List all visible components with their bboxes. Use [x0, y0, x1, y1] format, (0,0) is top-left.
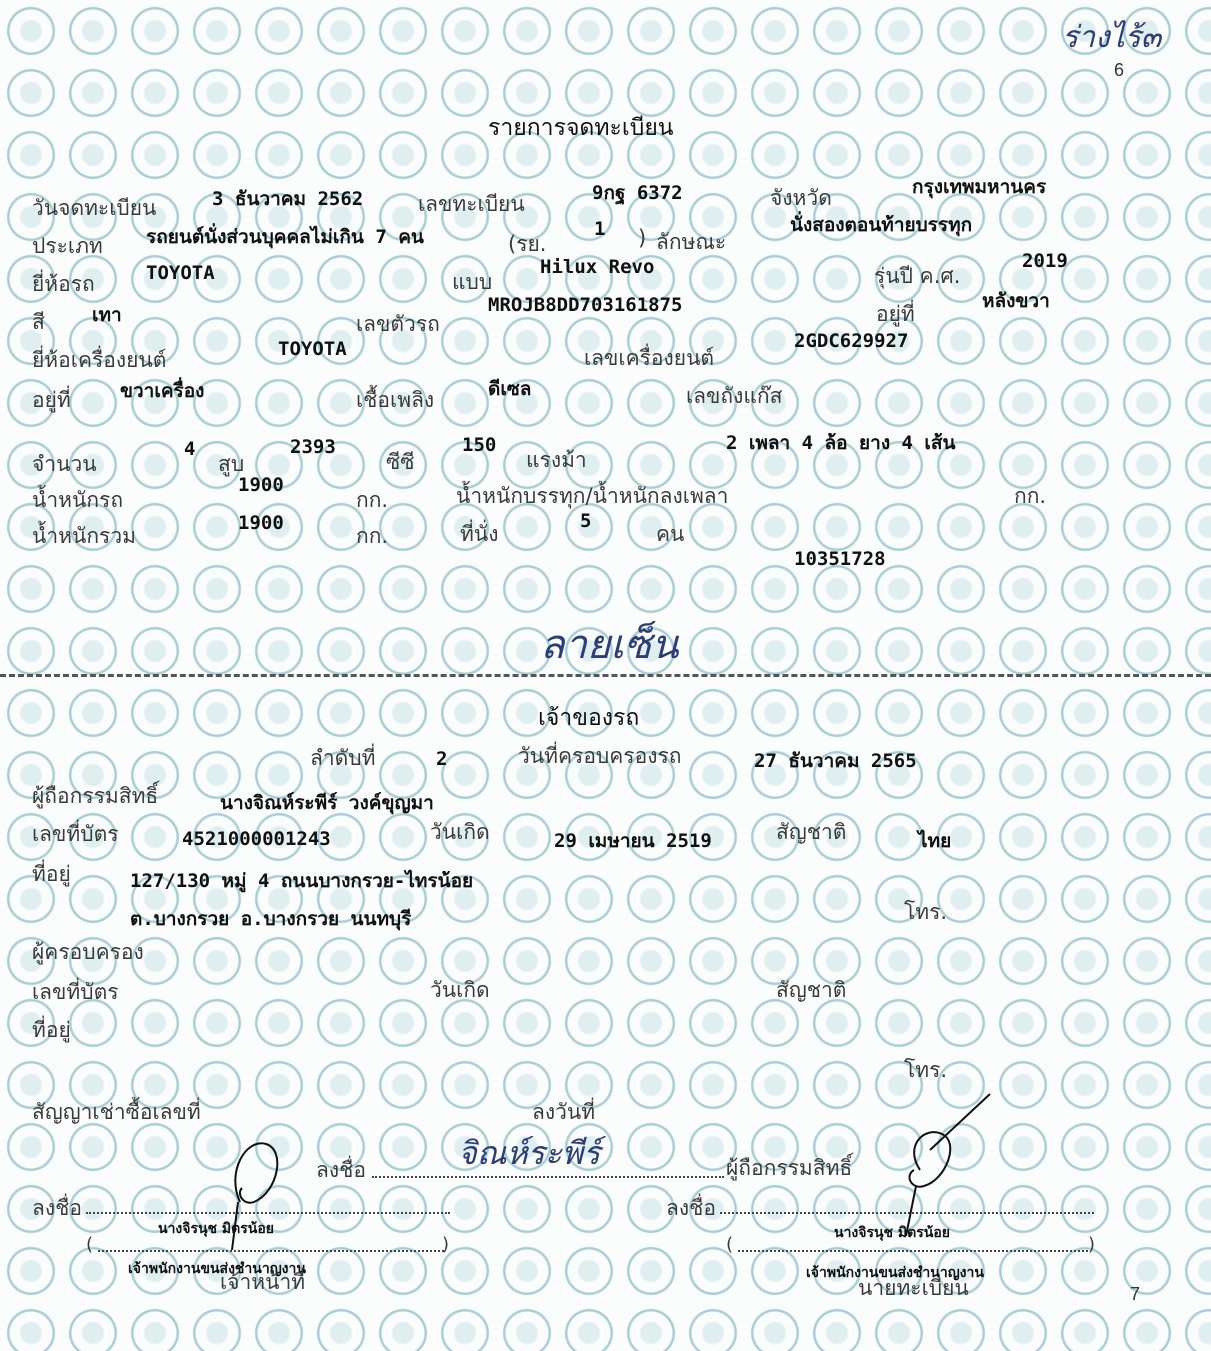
registration-section-title: รายการจดทะเบียน: [488, 115, 674, 141]
registrar-paren-open: (: [726, 1234, 734, 1255]
axles-value: 2 เพลา 4 ล้อ ยาง 4 เส้น: [726, 432, 956, 454]
province-value: กรุงเทพมหานคร: [912, 176, 1047, 198]
cylinder-label: สูบ: [218, 452, 245, 476]
gas-tank-label: เลขถังแก๊ส: [686, 384, 783, 408]
officer-paren-open: (: [86, 1234, 94, 1255]
id-card-value: 4521000001243: [182, 828, 331, 850]
holder-label: ผู้ถือกรรมสิทธิ์: [32, 784, 159, 808]
registrar-signature-mark: [890, 1090, 1000, 1236]
model-year-value: 2019: [1022, 250, 1068, 272]
officer-sign-prefix: ลงชื่อ: [32, 1196, 82, 1220]
weight-unit: กก.: [356, 488, 389, 512]
possessor-birth-label: วันเกิด: [430, 978, 490, 1002]
hp-label: แรงม้า: [526, 448, 587, 472]
engine-location-label: อยู่ที่: [32, 388, 71, 412]
model-label: แบบ: [452, 270, 493, 294]
fuel-label: เชื้อเพลิง: [356, 388, 435, 412]
middle-handwritten-note: ลายเซ็น: [540, 622, 679, 668]
seats-unit: คน: [656, 522, 685, 546]
reg-date-label: วันจดทะเบียน: [32, 196, 157, 220]
weight-label: น้ำหนักรถ: [32, 488, 124, 512]
color-value: เทา: [92, 304, 122, 326]
reg-number-value: 9กฐ 6372: [592, 182, 683, 204]
possession-date-value: 27 ธันวาคม 2565: [754, 750, 917, 772]
officer-signature-mark: [226, 1132, 296, 1250]
gross-weight-label: น้ำหนักรวม: [32, 524, 136, 548]
birth-label: วันเกิด: [430, 820, 490, 844]
brand-label: ยี่ห้อรถ: [32, 272, 95, 296]
ry-open-label: (รย.: [508, 232, 547, 256]
ry-close-label: ): [638, 226, 647, 250]
seats-value: 5: [580, 510, 592, 532]
load-weight-label: น้ำหนักบรรทุก/น้ำหนักลงเพลา: [456, 484, 729, 508]
possession-date-label: วันที่ครอบครองรถ: [518, 744, 682, 768]
engine-brand-value: TOYOTA: [278, 338, 347, 360]
registrar-name: นางจิรนุช มิตรน้อย: [834, 1225, 950, 1241]
holder-value: นางจิณห์ระพีร์ วงค์ขุญมา: [220, 792, 434, 814]
model-value: Hilux Revo: [540, 256, 655, 278]
possessor-nationality-label: สัญชาติ: [776, 978, 847, 1002]
characteristic-value: นั่งสองตอนท้ายบรรทุก: [790, 214, 973, 236]
holder-sign-suffix: ผู้ถือกรรมสิทธิ์: [726, 1156, 853, 1180]
cc-value: 150: [462, 434, 497, 456]
engine-brand-label: ยี่ห้อเครื่องยนต์: [32, 348, 167, 372]
load-weight-unit: กก.: [1014, 484, 1047, 508]
engine-location-value: ขวาเครื่อง: [120, 380, 205, 402]
sign-date-label: ลงวันที่: [532, 1100, 596, 1124]
possessor-id-label: เลขที่บัตร: [32, 980, 119, 1004]
ry-value: 1: [594, 218, 606, 240]
reg-date-value: 3 ธันวาคม 2562: [212, 188, 364, 210]
order-label: ลำดับที่: [310, 746, 376, 770]
officer-position: เจ้าพนักงานขนส่งชำนาญงาน: [128, 1261, 306, 1277]
address-line1: 127/130 หมู่ 4 ถนนบางกรวย-ไทรน้อย: [130, 870, 474, 892]
cc-label: ซีซี: [386, 450, 415, 474]
phone-label: โทร.: [904, 900, 948, 924]
weight-value: 1900: [238, 474, 284, 496]
id-card-label: เลขที่บัตร: [32, 822, 119, 846]
engine-no-label: เลขเครื่องยนต์: [584, 346, 715, 370]
color-label: สี: [32, 310, 45, 334]
registrar-name-dotted-line: [738, 1250, 1088, 1252]
address-label: ที่อยู่: [32, 862, 71, 886]
engine-no-value: 2GDC629927: [794, 330, 909, 352]
gross-weight-unit: กก.: [356, 524, 389, 548]
page-number-bottom: 7: [1130, 1284, 1141, 1304]
officer-role: เจ้าหน้าที่: [220, 1270, 306, 1294]
order-value: 2: [436, 748, 448, 770]
registrar-position: เจ้าพนักงานขนส่งชำนาญงาน: [806, 1265, 984, 1281]
birth-value: 29 เมษายน 2519: [554, 830, 712, 852]
fuel-value: ดีเซล: [488, 378, 532, 400]
address-line2: ต.บางกรวย อ.บางกรวย นนทบุรี: [130, 908, 412, 930]
type-value: รถยนต์นั่งส่วนบุคคลไม่เกิน 7 คน: [146, 226, 424, 248]
chassis-label: เลขตัวรถ: [356, 312, 440, 336]
type-label: ประเภท: [32, 234, 103, 258]
registrar-sign-prefix: ลงชื่อ: [666, 1196, 716, 1220]
possessor-label: ผู้ครอบครอง: [32, 940, 144, 964]
registrar-paren-close: ): [1088, 1234, 1096, 1255]
page-number-top: 6: [1114, 60, 1125, 80]
possessor-phone-label: โทร.: [904, 1058, 948, 1082]
officer-paren-close: ): [442, 1234, 450, 1255]
registrar-role: นายทะเบียน: [858, 1276, 969, 1300]
chassis-location-value: หลังขวา: [982, 290, 1050, 312]
nationality-value: ไทย: [918, 830, 952, 852]
page-fold-divider: [0, 674, 1211, 677]
gross-weight-value: 1900: [238, 512, 284, 534]
chassis-location-label: อยู่ที่: [876, 302, 915, 326]
holder-sign-prefix: ลงชื่อ: [316, 1158, 366, 1182]
owner-section-title: เจ้าของรถ: [538, 705, 640, 731]
contract-label: สัญญาเช่าซื้อเลขที่: [32, 1100, 201, 1124]
top-handwritten-note: ร่างไร้๓: [1062, 20, 1162, 55]
possessor-address-label: ที่อยู่: [32, 1018, 71, 1042]
model-year-label: รุ่นปี ค.ศ.: [874, 264, 961, 288]
cylinder-value: 2393: [290, 436, 336, 458]
count-label: จำนวน: [32, 452, 97, 476]
count-value: 4: [184, 438, 196, 460]
characteristic-label: ลักษณะ: [656, 230, 727, 254]
officer-name-dotted-line: [98, 1250, 444, 1252]
province-label: จังหวัด: [770, 186, 832, 210]
stamp-number: 10351728: [794, 548, 886, 570]
reg-number-label: เลขทะเบียน: [418, 192, 525, 216]
chassis-value: MROJB8DD703161875: [488, 294, 683, 316]
seats-label: ที่นั่ง: [460, 522, 499, 546]
officer-name: นางจิรนุช มิตรน้อย: [158, 1221, 274, 1237]
brand-value: TOYOTA: [146, 262, 215, 284]
holder-handwritten-signature: จิณห์ระพีร์: [458, 1134, 601, 1172]
nationality-label: สัญชาติ: [776, 820, 847, 844]
